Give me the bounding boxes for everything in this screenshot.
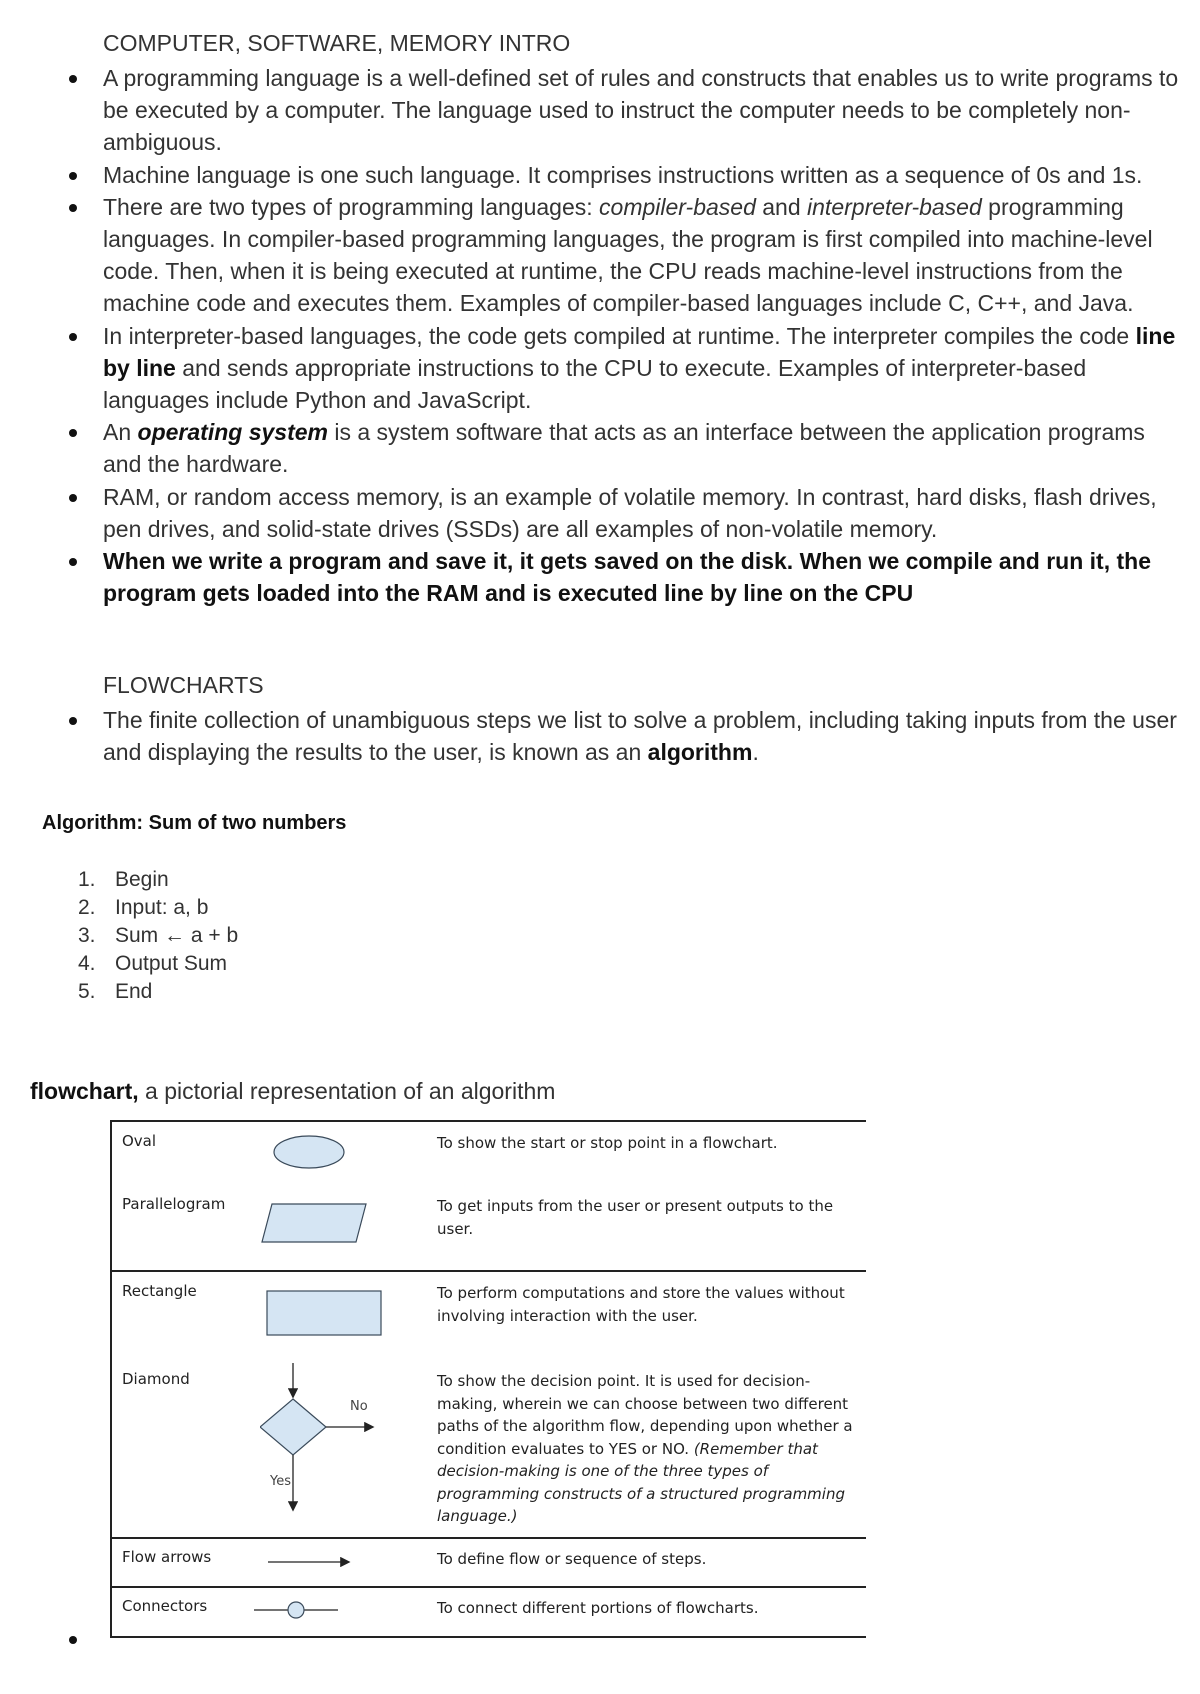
list-item — [0, 866, 238, 894]
bullet-text: . — [752, 739, 759, 766]
list-item — [0, 950, 238, 978]
bullet-text: An — [103, 419, 138, 446]
symbol-name-rectangle: Rectangle — [122, 1282, 197, 1300]
list-item — [0, 481, 1200, 545]
flowchart-definition — [30, 1078, 555, 1105]
diamond-no-label: No — [350, 1399, 368, 1414]
section-heading-intro: COMPUTER, SOFTWARE, MEMORY INTRO — [103, 30, 571, 56]
oval-shape-icon — [270, 1132, 350, 1172]
step-number: 3. — [78, 924, 96, 947]
bullet-text: is a system software that acts as an interface between the application programs and the hardware. — [103, 419, 1145, 478]
list-item — [0, 922, 238, 950]
symbol-name-flow-arrows: Flow arrows — [122, 1548, 212, 1566]
algorithm-steps — [0, 866, 238, 1006]
table-left-border — [110, 1120, 112, 1638]
list-item — [0, 704, 1200, 768]
rectangle-shape-icon — [266, 1290, 384, 1338]
flow-arrow-icon — [268, 1552, 358, 1572]
symbol-desc-rectangle: To perform computations and store the values without involving interaction with the user. — [437, 1284, 845, 1325]
flowchart-term: flowchart, — [30, 1078, 139, 1104]
symbol-desc-flow-arrows: To define flow or sequence of steps. — [437, 1550, 707, 1568]
list-item — [0, 159, 1200, 191]
bullet-text: In interpreter-based languages, the code gets compiled at runtime. The interpreter compiles the code — [103, 322, 1136, 349]
bold-operating-system: operating system — [137, 419, 328, 446]
step-number: 2. — [78, 896, 96, 919]
bullet-text: programming languages. In compiler-based programming languages, the program is first compiled into machine-level code. Then, when it is being executed at runtime, the CPU reads machine-level instructions from the machine code and executes them. Examples of compiler-based languages include C, C++, and Java. — [103, 193, 1153, 317]
symbol-desc-connectors: To connect different portions of flowcharts. — [437, 1599, 759, 1617]
bullet-text: Machine language is one such language. It comprises instructions written as a sequence of 0s and 1s. — [103, 161, 1143, 188]
emphasis-interpreter-based: interpreter-based — [807, 193, 982, 220]
symbol-desc-parallelogram: To get inputs from the user or present outputs to the user. — [437, 1197, 834, 1238]
step-text: Output Sum — [115, 952, 228, 975]
empty-bullet — [69, 1636, 77, 1644]
intro-bullet-list — [0, 62, 1200, 609]
diamond-desc-note: (Remember that decision-making is one of the three types of programming constructs of a structured programming language.) — [437, 1439, 845, 1525]
step-number: 5. — [78, 980, 96, 1003]
list-item — [0, 62, 1200, 159]
table-divider — [110, 1586, 866, 1588]
step-text: End — [115, 980, 153, 1003]
step-text: Input: a, b — [115, 896, 209, 919]
diamond-desc-text: To show the decision point. It is used for decision-making, wherein we can choose between two different paths of the algorithm flow, depending upon whether a condition evaluates to YES or NO. — [437, 1372, 853, 1458]
algorithm-title: Algorithm: Sum of two numbers — [42, 812, 347, 834]
bullet-text: and — [755, 193, 808, 220]
parallelogram-shape-icon — [260, 1202, 370, 1246]
symbol-name-parallelogram: Parallelogram — [122, 1195, 226, 1213]
list-item — [0, 545, 1200, 609]
bullet-text: When we write a program and save it, it gets saved on the disk. When we compile and run it, the program gets loaded into the RAM and is executed line by line on the CPU — [103, 548, 1151, 607]
diamond-decision-shape-icon — [260, 1363, 380, 1515]
emphasis-compiler-based: compiler-based — [599, 193, 756, 220]
symbol-name-oval: Oval — [122, 1132, 157, 1150]
list-item — [0, 416, 1200, 480]
bullet-text: RAM, or random access memory, is an example of volatile memory. In contrast, hard disks, flash drives, pen drives, and solid-state drives (SSDs) are all examples of non-volatile memory. — [103, 483, 1157, 542]
table-divider — [110, 1270, 866, 1272]
list-item — [0, 978, 238, 1006]
diamond-yes-label: Yes — [270, 1474, 291, 1489]
flowcharts-bullet-list — [0, 704, 1200, 768]
bullet-text: and sends appropriate instructions to the CPU to execute. Examples of interpreter-based languages include Python and JavaScript. — [103, 354, 1087, 414]
flowchart-symbols-table — [110, 1120, 866, 1638]
bold-line-by-line: line by line — [103, 322, 1176, 381]
table-divider — [110, 1537, 866, 1539]
symbol-name-diamond: Diamond — [122, 1370, 190, 1388]
bold-algorithm: algorithm — [647, 739, 753, 766]
symbol-desc-diamond — [437, 1370, 857, 1528]
bullet-text: There are two types of programming languages: — [103, 193, 600, 220]
step-number: 4. — [78, 952, 96, 975]
step-number: 1. — [78, 868, 96, 891]
flowchart-definition-text: a pictorial representation of an algorithm — [138, 1078, 556, 1104]
symbol-desc-oval: To show the start or stop point in a flowchart. — [437, 1134, 778, 1152]
list-item — [0, 191, 1200, 320]
list-item — [0, 320, 1200, 417]
table-bottom-border — [110, 1636, 866, 1638]
section-heading-flowcharts: FLOWCHARTS — [103, 672, 264, 698]
connector-shape-icon — [254, 1598, 344, 1622]
list-item — [0, 894, 238, 922]
table-top-border — [110, 1120, 866, 1122]
symbol-name-connectors: Connectors — [122, 1597, 208, 1615]
bullet-text: The finite collection of unambiguous steps we list to solve a problem, including taking inputs from the user and displaying the results to the user, is known as an — [103, 707, 1177, 766]
bullet-text: A programming language is a well-defined set of rules and constructs that enables us to write programs to be executed by a computer. The language used to instruct the computer needs to be completely non-ambiguous. — [103, 65, 1179, 156]
step-text: Begin — [115, 868, 169, 891]
step-text: Sum ← a + b — [115, 924, 239, 947]
